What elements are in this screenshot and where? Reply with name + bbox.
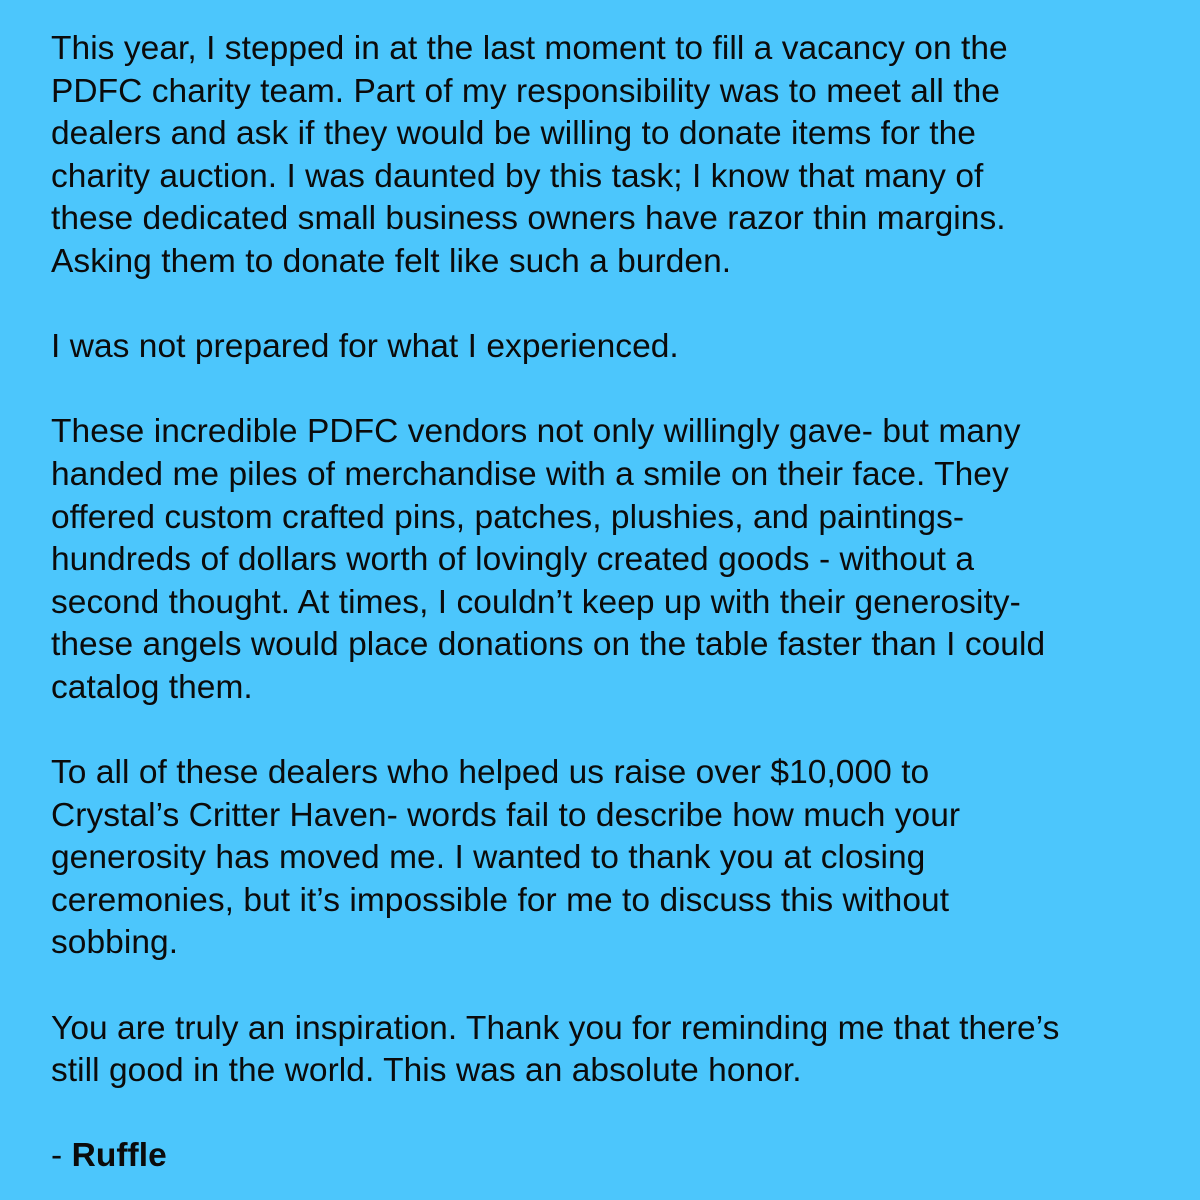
text-line: To all of these dealers who helped us raise over $10,000 to [51,754,930,792]
signature [51,1135,1171,1178]
text-line: You are truly an inspiration. Thank you for reminding me that there’s [51,1009,1060,1047]
text-line: these dedicated small business owners have razor thin margins. [51,200,1006,238]
text-line: these angels would place donations on the table faster than I could [51,626,1046,664]
text-line: hundreds of dollars worth of lovingly created goods - without a [51,541,975,579]
text-line: second thought. At times, I couldn’t keep up with their generosity- [51,583,1021,621]
text-line: Asking them to donate felt like such a burden. [51,242,732,280]
text-line: These incredible PDFC vendors not only willingly gave- but many [51,413,1021,451]
text-line: Crystal’s Critter Haven- words fail to describe how much your [51,796,961,834]
text-line: catalog them. [51,668,253,706]
text-line: generosity has moved me. I wanted to thank you at closing [51,839,926,877]
text-line: PDFC charity team. Part of my responsibility was to meet all the [51,72,1000,110]
paragraph-4 [51,752,1171,965]
paragraph-spacer [51,710,1171,753]
paragraph-spacer [51,1093,1171,1136]
text-line: handed me piles of merchandise with a smile on their face. They [51,455,1009,493]
paragraph-2 [51,326,1171,369]
text-line: dealers and ask if they would be willing to donate items for the [51,115,976,153]
signature-dash: - [51,1137,72,1175]
text-line: sobbing. [51,924,179,962]
paragraph-spacer [51,369,1171,412]
paragraph-3 [51,411,1171,709]
text-line: ceremonies, but it’s impossible for me to discuss this without [51,881,950,919]
paragraph-1 [51,28,1171,284]
signature-name: Ruffle [71,1137,167,1175]
text-line: still good in the world. This was an absolute honor. [51,1052,802,1090]
paragraph-spacer [51,965,1171,1008]
text-line: offered custom crafted pins, patches, plushies, and paintings- [51,498,965,536]
text-line: I was not prepared for what I experienced. [51,328,679,366]
paragraph-5 [51,1008,1171,1093]
paragraph-spacer [51,284,1171,327]
text-line: charity auction. I was daunted by this task; I know that many of [51,157,984,195]
letter-body [51,28,1171,1178]
text-line: This year, I stepped in at the last moment to fill a vacancy on the [51,30,1008,67]
